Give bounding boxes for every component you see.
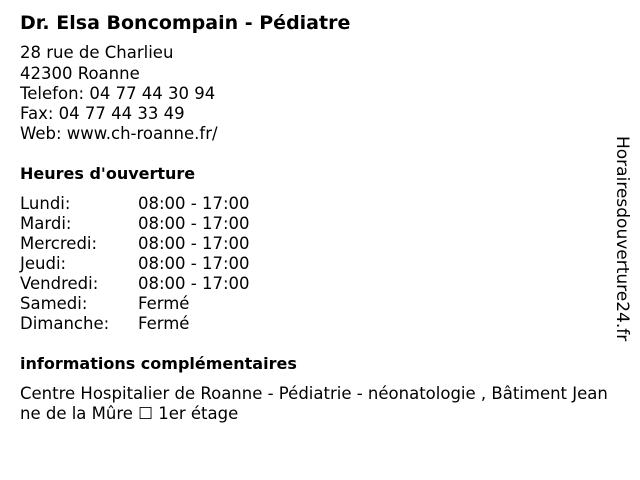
day-label: Vendredi: [20,274,99,293]
phone-number: Telefon: 04 77 44 30 94 [20,84,216,103]
day-hours: 08:00 - 17:00 [138,254,250,273]
day-label: Dimanche: [20,314,110,333]
page-title: Dr. Elsa Boncompain - Pédiatre [20,12,351,34]
side-brand-watermark: Horairesdouverture24.fr [612,136,632,342]
day-hours: Fermé [138,314,190,333]
hours-row-monday [20,194,250,214]
day-label: Jeudi: [20,254,67,273]
day-hours: 08:00 - 17:00 [138,214,250,233]
hours-row-wednesday [20,234,250,254]
additional-info-text: Centre Hospitalier de Roanne - Pédiatrie - néonatologie , Bâtiment Jeanne de la Mûre ☐ 1er étage [20,384,608,423]
website-link[interactable]: Web: www.ch-roanne.fr/ [20,124,218,143]
address-city: 42300 Roanne [20,64,140,83]
day-label: Samedi: [20,294,88,313]
day-hours: 08:00 - 17:00 [138,234,250,253]
opening-hours-heading: Heures d'ouverture [20,164,196,183]
day-label: Lundi: [20,194,71,213]
day-hours: 08:00 - 17:00 [138,194,250,213]
hours-row-friday [20,274,250,294]
hours-row-tuesday [20,214,250,234]
fax-number: Fax: 04 77 44 33 49 [20,104,185,123]
address-street: 28 rue de Charlieu [20,43,174,62]
hours-row-saturday [20,294,189,314]
day-hours: 08:00 - 17:00 [138,274,250,293]
day-label: Mercredi: [20,234,98,253]
day-hours: Fermé [138,294,190,313]
hours-row-sunday [20,314,189,334]
hours-row-thursday [20,254,250,274]
day-label: Mardi: [20,214,72,233]
additional-info-heading: informations complémentaires [20,354,297,373]
